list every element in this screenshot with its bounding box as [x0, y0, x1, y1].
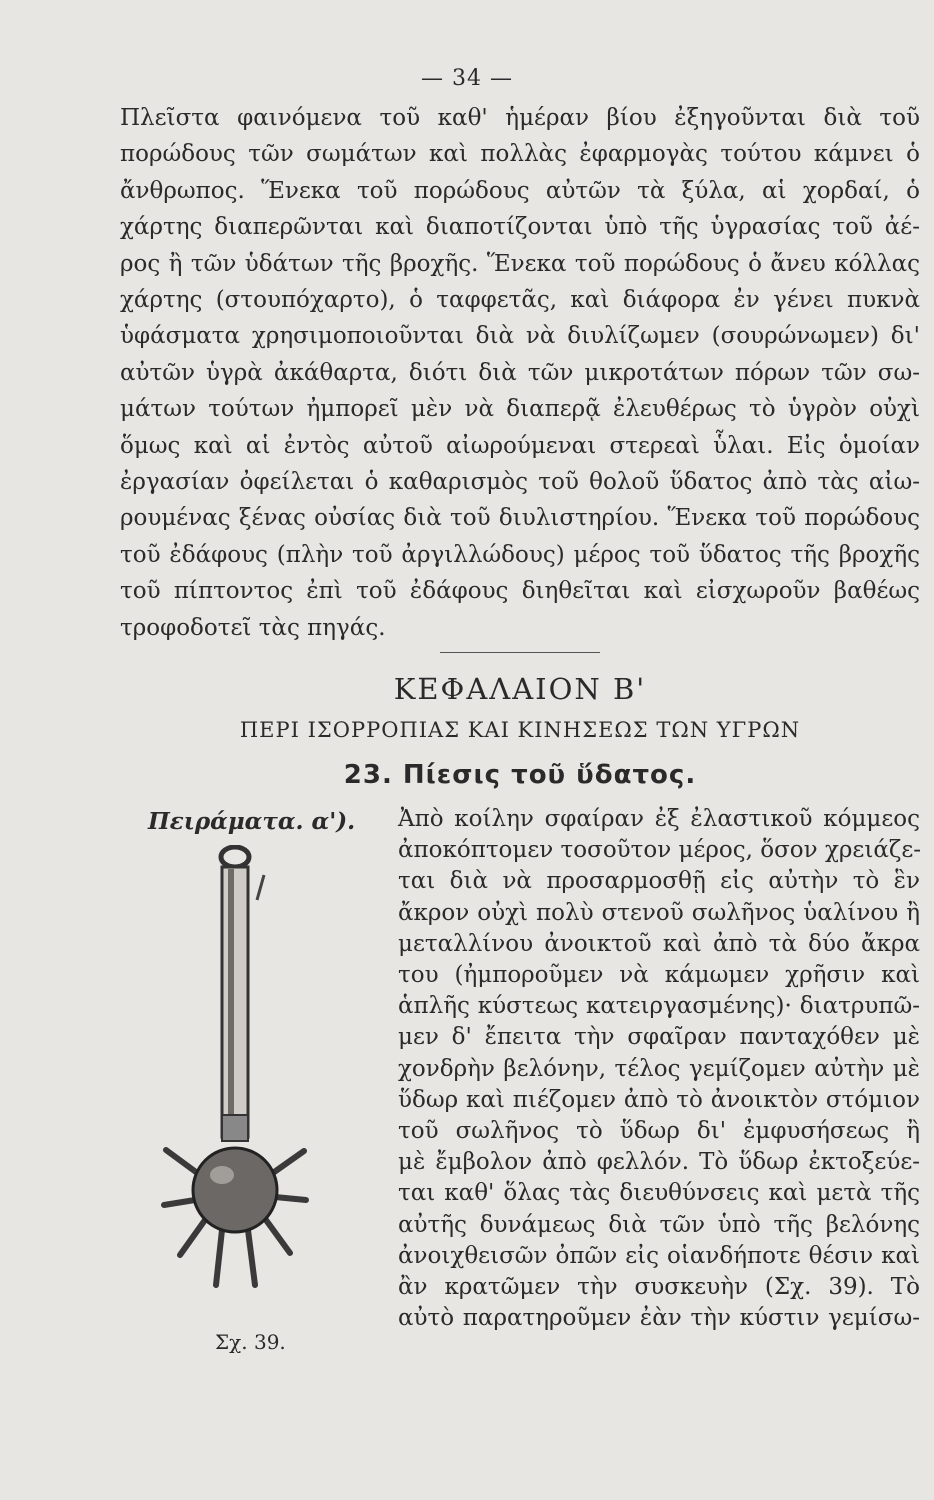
section-divider [440, 652, 600, 653]
text-line: χάρτης (στουπόχαρτο), ὁ ταφφετᾶς, καὶ διάφορα ἐν γένει πυκνὰ [120, 287, 920, 314]
experiment-line: ἀνοιχθεισῶν ὀπῶν εἰς οἱανδήποτε θέσιν καὶ [398, 1242, 920, 1269]
experiment-text [398, 804, 920, 1334]
experiment-line: ἂν κρατῶμεν τὴν συσκευὴν (Σχ. 39). Τὸ [398, 1274, 920, 1301]
experiment-line: ὕδωρ καὶ πιέζομεν ἀπὸ τὸ ἀνοικτὸν στόμιον [398, 1086, 920, 1113]
experiment-line: μεν δ' ἔπειτα τὴν σφαῖραν πανταχόθεν μὲ [398, 1024, 920, 1051]
page-number: — 34 — [421, 66, 513, 91]
text-line: Πλεῖστα φαινόμενα τοῦ καθ' ἡμέραν βίου ἐξηγοῦνται διὰ τοῦ [120, 105, 920, 131]
text-line: τοῦ ἐδάφους (πλὴν τοῦ ἀργιλλώδους) μέρος τοῦ ὕδατος τῆς βροχῆς [120, 541, 920, 568]
text-line: τροφοδοτεῖ τὰς πηγάς. [120, 614, 386, 641]
text-line: ὅμως καὶ αἱ ἐντὸς αὐτοῦ αἰωρούμεναι στερεαὶ ὗλαι. Εἰς ὁμοίαν [120, 432, 920, 459]
body-paragraph [120, 100, 920, 646]
apparatus-figure-icon [160, 845, 310, 1320]
text-line: πορώδους τῶν σωμάτων καὶ πολλὰς ἐφαρμογὰς τούτου κάμνει ὁ [120, 141, 920, 168]
chapter-subtitle: ΠΕΡΙ ΙΣΟΡΡΟΠΙΑΣ ΚΑΙ ΚΙΝΗΣΕΩΣ ΤΩΝ ΥΓΡΩΝ [239, 718, 801, 742]
text-line: ρος ἢ τῶν ὑδάτων τῆς βροχῆς. Ἕνεκα τοῦ πορώδους ὁ ἄνευ κόλλας [120, 250, 920, 277]
text-line: αὐτῶν ὑγρὰ ἀκάθαρτα, διότι διὰ τῶν μικροτάτων πόρων τῶν σω- [120, 359, 920, 386]
experiment-line: ται διὰ νὰ προσαρμοσθῇ εἰς αὐτὴν τὸ ἓν [398, 868, 920, 895]
experiment-line: ἀποκόπτομεν τοσοῦτον μέρος, ὅσον χρειάζε- [398, 837, 922, 864]
experiment-line: ται καθ' ὅλας τὰς διευθύνσεις καὶ μετὰ τῆς [398, 1180, 920, 1207]
experiment-line: του (ἠμποροῦμεν νὰ κάμωμεν χρῆσιν καὶ [398, 962, 920, 989]
experiment-line: μὲ ἔμβολον ἀπὸ φελλόν. Τὸ ὕδωρ ἐκτοξεύε- [398, 1149, 920, 1176]
experiment-line: τοῦ σωλῆνος τὸ ὕδωρ δι' ἐμφυσήσεως ἢ [398, 1118, 920, 1145]
experiment-label: Πειράματα. α'). [148, 808, 356, 835]
experiment-line: χονδρὴν βελόνην, τέλος γεμίζομεν αὐτὴν μὲ [398, 1055, 920, 1082]
experiment-line: αὐτὸ παρατηροῦμεν ἐὰν τὴν κύστιν γεμίσω- [398, 1305, 920, 1332]
ring-handle [221, 847, 249, 867]
text-line: τοῦ πίπτοντος ἐπὶ τοῦ ἐδάφους διηθεῖται καὶ εἰσχωροῦν βαθέως [120, 578, 920, 605]
experiment-line: μεταλλίνου ἀνοικτοῦ καὶ ἀπὸ τὰ δύο ἄκρα [398, 930, 920, 957]
glass-tube [222, 867, 248, 1137]
text-line: ρουμένας ξένας οὐσίας διὰ τοῦ διυλιστηρίου. Ἕνεκα τοῦ πορώδους [120, 505, 920, 532]
text-line: ἄνθρωπος. Ἕνεκα τοῦ πορώδους αὐτῶν τὰ ξύλα, αἱ χορδαί, ὁ [120, 177, 920, 204]
figure-caption: Σχ. 39. [215, 1330, 286, 1354]
experiment-line: αὐτῆς δυνάμεως διὰ τῶν ὑπὸ τῆς βελόνης [398, 1211, 920, 1238]
experiment-line: ἁπλῆς κύστεως κατειργασμένης)· διατρυπῶ- [398, 993, 920, 1020]
chapter-heading: ΚΕΦΑΛΑΙΟΝ Β' [393, 672, 647, 706]
text-line: ὑφάσματα χρησιμοποιοῦνται διὰ νὰ διυλίζωμεν (σουρώνωμεν) δι' [120, 323, 920, 350]
text-line: ἐργασίαν ὀφείλεται ὁ καθαρισμὸς τοῦ θολοῦ ὕδατος ἀπὸ τὰς αἰω- [120, 469, 920, 496]
experiment-line: ἄκρον οὐχὶ πολὺ στενοῦ σωλῆνος ὑαλίνου ἢ [398, 899, 920, 926]
text-line: χάρτης διαπερῶνται καὶ διαποτίζονται ὑπὸ τῆς ὑγρασίας τοῦ ἀέ- [120, 214, 920, 241]
experiment-line: Ἀπὸ κοίλην σφαίραν ἐξ ἐλαστικοῦ κόμμεος [398, 806, 920, 832]
text-line: μάτων τούτων ἠμπορεῖ μὲν νὰ διαπερᾷ ἐλευθέρως τὸ ὑγρὸν οὐχὶ [120, 396, 920, 423]
perforated-sphere [193, 1148, 277, 1232]
section-title: 23. Πίεσις τοῦ ὕδατος. [343, 760, 697, 790]
